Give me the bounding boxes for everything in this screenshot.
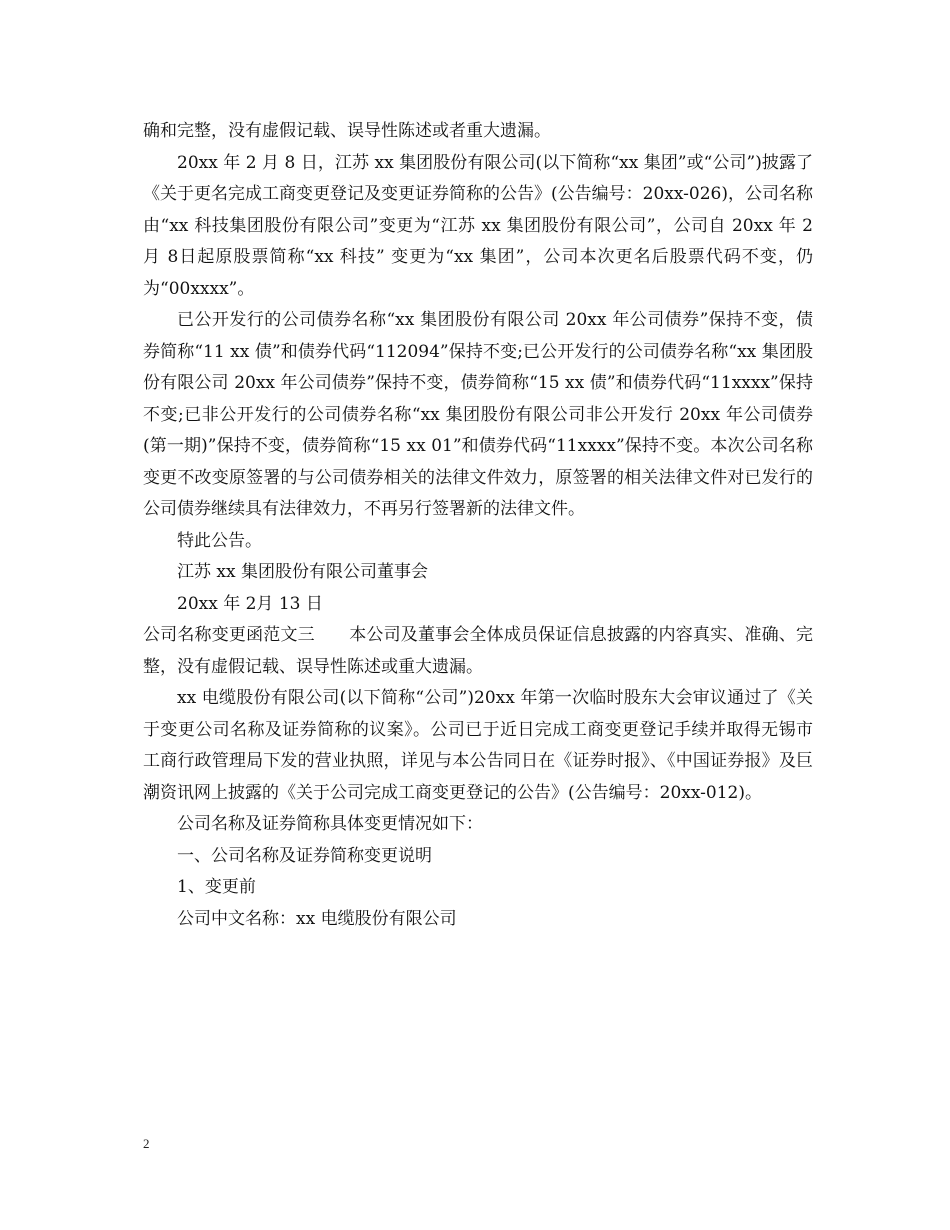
paragraph-chinese-name: 公司中文名称：xx 电缆股份有限公司: [177, 908, 457, 929]
paragraph-change-details-intro: 公司名称及证券简称具体变更情况如下：: [177, 814, 483, 834]
paragraph-cable-company: xx 电缆股份有限公司(以下简称“公司”)20xx 年第一次临时股东大会审议通过了《关于变更公司名称及证券简称的议案》。公司已于近日完成工商变更登记手续并取得无锡市工商行政管理局下发的营业执照，详见与本公告同日在《证券时报》、《中国证券报》及巨潮资讯网上披露的《关于公司完成工商变更登记的公告》(公告编号：20xx-012)。: [143, 688, 813, 803]
page-number: 2: [143, 1136, 150, 1151]
section-heading-one: 一、公司名称及证券简称变更说明: [177, 845, 432, 866]
paragraph-date: 20xx 年 2月 13 日: [177, 593, 323, 614]
paragraph-template-three: 公司名称变更函范文三 本公司及董事会全体成员保证信息披露的内容真实、准确、完整，没有虚假记载、误导性陈述或重大遗漏。: [143, 625, 813, 677]
paragraph-continuation: 确和完整，没有虚假记载、误导性陈述或者重大遗漏。: [143, 121, 551, 141]
paragraph-bond-info: 已公开发行的公司债券名称“xx 集团股份有限公司 20xx 年公司债券”保持不变，债券简称“11 xx 债”和债券代码“112094”保持不变;已公开发行的公司债券名称“xx 集团股份有限公司 20xx 年公司债券”保持不变，债券简称“15 xx 债”和债券代码“11xxxx”保持不变;已非公开发行的公司债券名称“xx 集团股份有限公司非公开发行 20xx 年公司债券(第一期)”保持不变，债券简称“15 xx 01”和债券代码“11xxxx”保持不变。本次公司名称变更不改变原签署的与公司债券相关的法律文件效力，原签署的相关法律文件对已发行的公司债券继续具有法律效力，不再另行签署新的法律文件。: [143, 310, 813, 519]
paragraph-announcement: 特此公告。: [177, 530, 262, 551]
subsection-before-change: 1、变更前: [177, 877, 256, 897]
paragraph-name-change-disclosure: 20xx 年 2 月 8 日，江苏 xx 集团股份有限公司(以下简称“xx 集团”或“公司”)披露了《关于更名完成工商变更登记及变更证券简称的公告》(公告编号：20xx-026)，公司名称由“xx 科技集团股份有限公司”变更为“江苏 xx 集团股份有限公司”，公司自 20xx 年 2 月 8日起原股票简称“xx 科技” 变更为“xx 集团”，公司本次更名后股票代码不变，仍为“00xxxx”。: [143, 152, 813, 299]
paragraph-board-signature: 江苏 xx 集团股份有限公司董事会: [177, 562, 428, 582]
document-body: [143, 116, 813, 935]
